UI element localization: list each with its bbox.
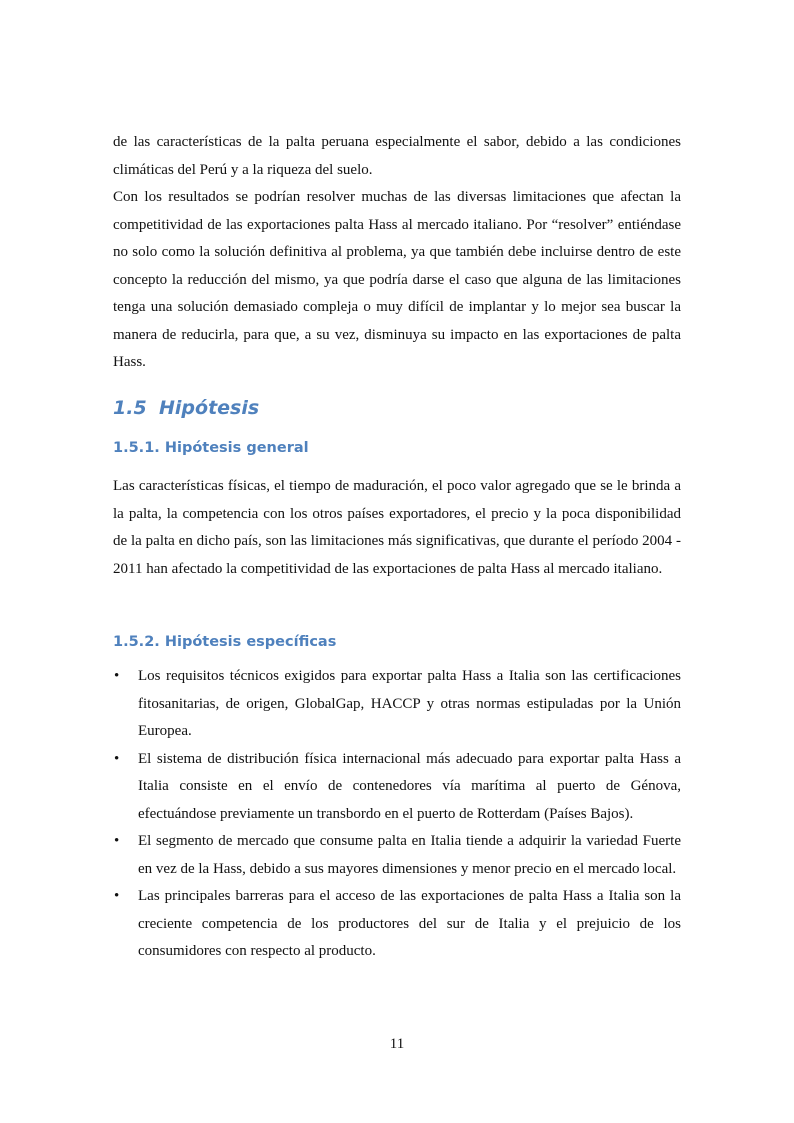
list-item-text: Los requisitos técnicos exigidos para exportar palta Hass a Italia son las certificaciones fitosanitarias, de origen, GlobalGap, HACCP y otras normas estipuladas por la Unión Europea. <box>138 668 681 739</box>
list-item <box>113 746 681 829</box>
section-title: Hipótesis <box>159 397 260 419</box>
list-item-text: Las principales barreras para el acceso de las exportaciones de palta Hass a Italia son la creciente competencia de los productores del sur de Italia y el prejuicio de los consumidores con respecto al producto. <box>138 888 681 959</box>
list-item-text: El sistema de distribución física internacional más adecuado para exportar palta Hass a Italia consiste en el envío de contenedores vía marítima al puerto de Génova, efectuándose previamente un transbordo en el puerto de Rotterdam (Países Bajos). <box>138 750 681 822</box>
bullet-icon: • <box>114 750 120 767</box>
list-item-text: El segmento de mercado que consume palta en Italia tiende a adquirir la variedad Fuerte en vez de la Hass, debido a sus mayores dimensiones y menor precio en el mercado local. <box>138 833 681 877</box>
intro-paragraph-1: de las características de la palta peruana especialmente el sabor, debido a las condiciones climáticas del Perú y a la riqueza del suelo. <box>113 134 681 178</box>
bullet-icon: • <box>114 888 120 904</box>
general-hypothesis-text: Las características físicas, el tiempo de maduración, el poco valor agregado que se le brinda a la palta, la competencia con los otros países exportadores, el precio y la poca disponibilidad de la palta en dicho país, son las limitaciones más significativas, que durante el período 2004 - 2011 han afectado la competitividad de las exportaciones de palta Hass al mercado italiano. <box>113 478 681 577</box>
general-hypothesis-heading: 1.5.1. Hipótesis general <box>113 440 309 456</box>
intro-block <box>113 129 681 377</box>
specific-hypotheses-heading: 1.5.2. Hipótesis específicas <box>113 634 337 650</box>
section-heading <box>113 397 259 419</box>
bullet-icon: • <box>114 668 120 684</box>
bullet-icon: • <box>114 833 120 849</box>
list-item <box>113 883 681 966</box>
specific-hypotheses-list <box>113 663 681 966</box>
list-item <box>113 828 681 883</box>
section-number: 1.5 <box>113 397 147 419</box>
intro-paragraph-2: Con los resultados se podrían resolver muchas de las diversas limitaciones que afectan la competitividad de las exportaciones palta Hass al mercado italiano. Por “resolver” entiéndase no solo como la solución definitiva al problema, ya que también debe incluirse dentro de este concepto la reducción del mismo, ya que podría darse el caso que alguna de las limitaciones tenga una solución demasiado compleja o muy difícil de implantar y lo mejor sea buscar la manera de reducirla, para que, a su vez, disminuya su impacto en las exportaciones de palta Hass. <box>113 189 681 370</box>
page-number: 11 <box>389 1036 405 1052</box>
list-item <box>113 663 681 746</box>
